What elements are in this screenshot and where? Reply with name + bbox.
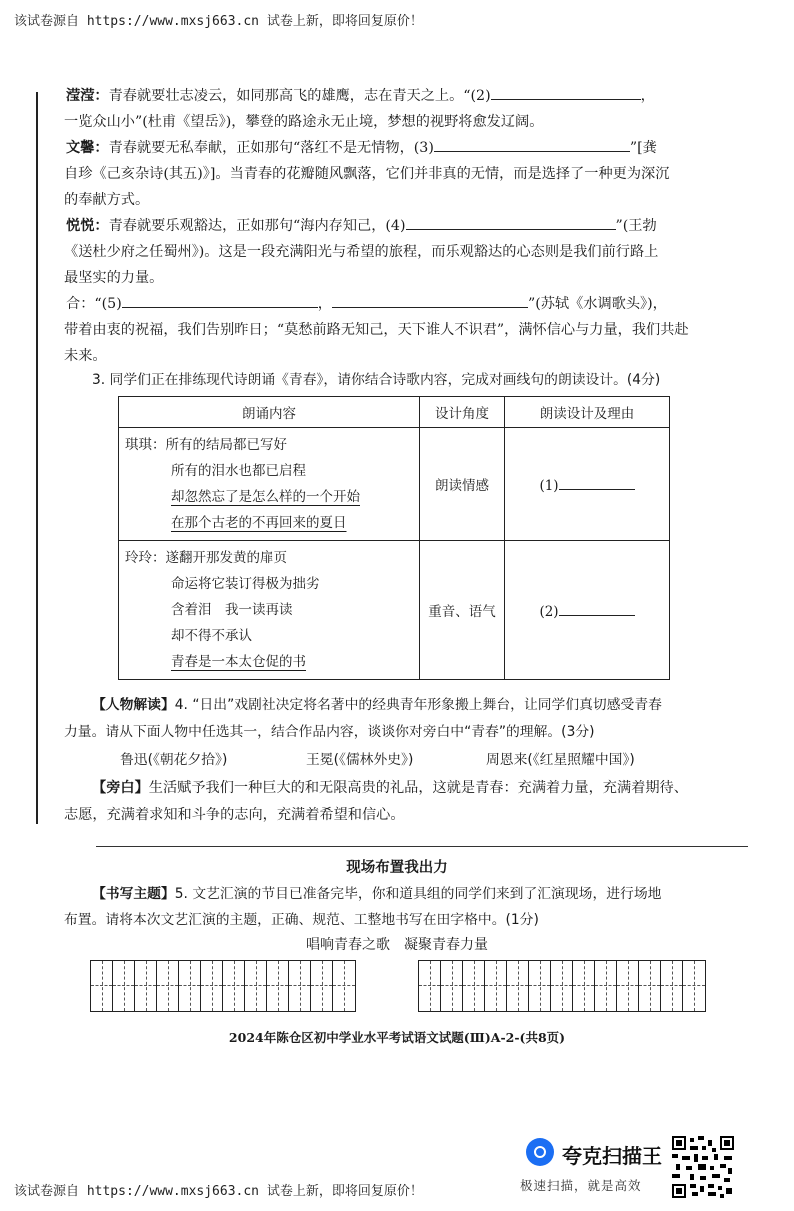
poem-line: 却不得不承认	[171, 628, 252, 644]
grid-cell[interactable]	[463, 961, 485, 1011]
table-row	[119, 541, 670, 680]
text: 合：“(5)	[66, 296, 122, 312]
grid-cell[interactable]	[419, 961, 441, 1011]
grid-cell[interactable]	[485, 961, 507, 1011]
section-tag: 【人物解读】	[92, 697, 175, 713]
text: ”[龚	[629, 140, 657, 156]
col-header-design: 朗读设计及理由	[505, 397, 670, 428]
grid-cell[interactable]	[441, 961, 463, 1011]
text-line: 一览众山小”(杜甫《望岳》)，攀登的路途永无止境，梦想的视野将愈发辽阔。	[64, 114, 544, 130]
poem-line: 玲玲：遂翻开那发黄的扉页	[125, 550, 287, 566]
grid-cell[interactable]	[113, 961, 135, 1011]
text-line: 最坚实的力量。	[64, 270, 164, 286]
margin-line	[36, 92, 38, 824]
answer-number: (1)	[539, 478, 559, 494]
text-line	[66, 82, 746, 110]
section-divider	[96, 846, 748, 847]
answer-number: (2)	[539, 604, 559, 620]
text: 青春就要乐观豁达，正如那句“海内存知己，(4)	[108, 218, 406, 234]
grid-cell[interactable]	[245, 961, 267, 1011]
grid-cell[interactable]	[617, 961, 639, 1011]
question-5-line	[92, 880, 772, 908]
table-row	[119, 428, 670, 541]
text-line: 《送杜少府之任蜀州》)。这是一段充满阳光与希望的旅程，而乐观豁达的心态则是我们前行路上	[64, 244, 659, 260]
source-banner-top: 该试卷源自 https://www.mxsj663.cn 试卷上新，即将回复原价！	[14, 14, 423, 29]
narration-line: 志愿，充满着求知和斗争的志向，充满着希望和信心。	[64, 807, 405, 823]
answer-blank-5a[interactable]	[122, 292, 318, 308]
poem-line-underlined	[125, 484, 413, 510]
text: ”(苏轼《水调歌头》)，	[527, 296, 667, 312]
answer-blank-3[interactable]	[434, 136, 630, 152]
text-line	[66, 134, 746, 162]
writing-grid-right[interactable]	[418, 960, 706, 1012]
underlined-text: 青春是一本太仓促的书	[171, 654, 306, 670]
grid-cell[interactable]	[551, 961, 573, 1011]
text-line	[66, 290, 746, 318]
logo-name: 夸克扫描王	[562, 1144, 662, 1168]
person-option[interactable]: 周恩来(《红星照耀中国》)	[486, 752, 635, 768]
grid-cell[interactable]	[311, 961, 333, 1011]
person-option[interactable]: 王冕(《儒林外史》)	[306, 752, 414, 768]
poem-line: 含着泪 我一读再读	[171, 602, 293, 618]
text-line	[66, 212, 746, 240]
table-header-row	[119, 397, 670, 428]
quark-logo-icon	[526, 1138, 554, 1166]
grid-cell[interactable]	[223, 961, 245, 1011]
poem-cell	[119, 428, 420, 541]
writing-grid-left[interactable]	[90, 960, 356, 1012]
question-4-line: 力量。请从下面人物中任选其一，结合作品内容，谈谈你对旁白中“青春”的理解。(3分)	[64, 724, 595, 740]
text-line: 自珍《己亥杂诗(其五)》]。当青春的花瓣随风飘落，它们并非真的无情，而是选择了一种更为深沉	[64, 166, 670, 182]
text: 青春就要无私奉献，正如那句“落红不是无情物，(3)	[108, 140, 434, 156]
text: 5. 文艺汇演的节目已准备完毕，你和道具组的同学们来到了汇演现场，进行场地	[174, 886, 662, 902]
text-line: 的奉献方式。	[64, 192, 150, 208]
question-3-title: 3. 同学们正在排练现代诗朗诵《青春》，请你结合诗歌内容，完成对画线句的朗读设计。(4分)	[92, 372, 661, 388]
text: ，	[317, 296, 332, 312]
answer-blank-5b[interactable]	[332, 292, 528, 308]
grid-cell[interactable]	[573, 961, 595, 1011]
text: 青春就要壮志凌云，如同那高飞的雄鹰，志在青天之上。“(2)	[108, 88, 491, 104]
angle-cell: 重音、语气	[420, 541, 505, 680]
underlined-text: 在那个古老的不再回来的夏日	[171, 515, 347, 531]
theme-text: 唱响青春之歌 凝聚青春力量	[306, 937, 488, 953]
section-tag: 【书写主题】	[92, 886, 175, 902]
grid-cell[interactable]	[179, 961, 201, 1011]
grid-cell[interactable]	[507, 961, 529, 1011]
answer-blank[interactable]	[559, 600, 635, 616]
grid-cell[interactable]	[529, 961, 551, 1011]
text: ，	[640, 88, 655, 104]
speaker-label: 滢滢：	[66, 88, 109, 104]
grid-cell[interactable]	[289, 961, 311, 1011]
poem-line-underlined	[125, 510, 413, 536]
text-line: 带着由衷的祝福，我们告别昨日；“莫愁前路无知己，天下谁人不识君”，满怀信心与力量，我们共赴	[64, 322, 689, 338]
speaker-label: 悦悦：	[66, 218, 109, 234]
page-footer: 2024年陈仓区初中学业水平考试语文试题(Ⅲ)A-2-(共8页)	[228, 1030, 566, 1045]
narration-line	[92, 774, 772, 802]
angle-cell: 朗读情感	[420, 428, 505, 541]
text: 4. “日出”戏剧社决定将名著中的经典青年形象搬上舞台，让同学们真切感受青春	[174, 697, 662, 713]
col-header-content: 朗诵内容	[119, 397, 420, 428]
logo-slogan: 极速扫描，就是高效	[520, 1178, 642, 1193]
reading-design-table	[118, 396, 670, 680]
question-5-line: 布置。请将本次文艺汇演的主题，正确、规范、工整地书写在田字格中。(1分)	[64, 912, 539, 928]
grid-cell[interactable]	[157, 961, 179, 1011]
poem-cell	[119, 541, 420, 680]
grid-cell[interactable]	[135, 961, 157, 1011]
source-banner-bottom: 该试卷源自 https://www.mxsj663.cn 试卷上新，即将回复原价！	[14, 1184, 423, 1199]
speaker-label: 文馨：	[66, 140, 109, 156]
answer-blank[interactable]	[559, 474, 635, 490]
grid-cell[interactable]	[91, 961, 113, 1011]
section-tag: 【旁白】	[92, 780, 149, 796]
underlined-text: 却忽然忘了是怎么样的一个开始	[171, 489, 360, 505]
grid-cell[interactable]	[661, 961, 683, 1011]
answer-cell-1[interactable]	[505, 428, 670, 541]
grid-cell[interactable]	[201, 961, 223, 1011]
grid-cell[interactable]	[333, 961, 355, 1011]
answer-blank-2[interactable]	[491, 84, 641, 100]
grid-cell[interactable]	[595, 961, 617, 1011]
grid-cell[interactable]	[267, 961, 289, 1011]
text-line: 未来。	[64, 348, 107, 364]
col-header-angle: 设计角度	[420, 397, 505, 428]
grid-cell[interactable]	[639, 961, 661, 1011]
section-title: 现场布置我出力	[346, 860, 448, 876]
poem-line: 所有的泪水也都已启程	[171, 463, 306, 479]
poem-line: 命运将它装订得极为拙劣	[171, 576, 320, 592]
text: ”(王勃	[615, 218, 657, 234]
qr-code-icon	[672, 1136, 734, 1198]
answer-blank-4[interactable]	[406, 214, 616, 230]
text: 生活赋予我们一种巨大的和无限高贵的礼品，这就是青春：充满着力量，充满着期待、	[148, 780, 688, 796]
answer-cell-2[interactable]	[505, 541, 670, 680]
person-option[interactable]: 鲁迅(《朝花夕拾》)	[120, 752, 228, 768]
question-4-line	[92, 691, 772, 719]
poem-line: 琪琪：所有的结局都已写好	[125, 437, 287, 453]
grid-cell[interactable]	[683, 961, 705, 1011]
poem-line-underlined	[125, 649, 413, 675]
